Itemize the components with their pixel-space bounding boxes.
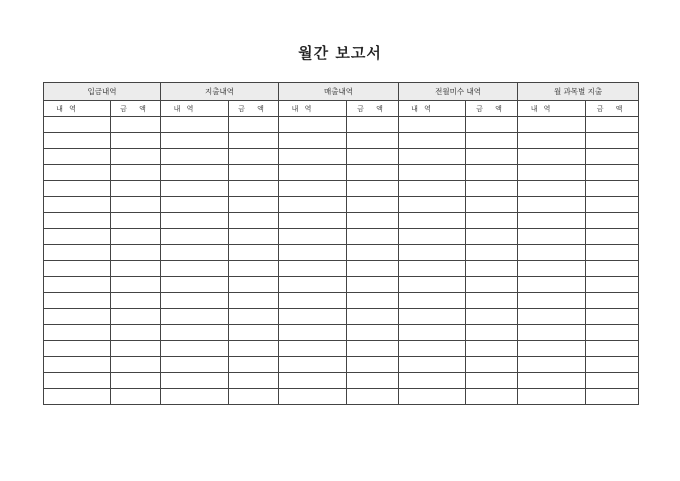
table-row — [44, 133, 639, 149]
amount-cell[interactable] — [586, 389, 639, 405]
name-cell[interactable] — [279, 149, 347, 165]
amount-cell[interactable] — [347, 325, 399, 341]
name-cell[interactable] — [399, 293, 466, 309]
name-cell[interactable] — [44, 309, 111, 325]
name-cell[interactable] — [399, 245, 466, 261]
name-cell[interactable] — [399, 165, 466, 181]
name-cell[interactable] — [279, 181, 347, 197]
amount-cell[interactable] — [586, 293, 639, 309]
name-cell[interactable] — [44, 181, 111, 197]
amount-cell[interactable] — [111, 197, 161, 213]
amount-cell[interactable] — [347, 357, 399, 373]
amount-cell[interactable] — [111, 261, 161, 277]
group-header-sales: 매출내역 — [279, 83, 399, 101]
amount-cell[interactable] — [111, 165, 161, 181]
name-cell[interactable] — [279, 373, 347, 389]
amount-cell[interactable] — [111, 309, 161, 325]
amount-cell[interactable] — [229, 261, 279, 277]
table-row — [44, 245, 639, 261]
name-cell[interactable] — [161, 357, 229, 373]
table-row — [44, 261, 639, 277]
name-cell[interactable] — [44, 245, 111, 261]
name-cell[interactable] — [518, 117, 586, 133]
name-cell[interactable] — [518, 197, 586, 213]
amount-cell[interactable] — [111, 133, 161, 149]
name-cell[interactable] — [279, 117, 347, 133]
sub-header-amount: 금 액 — [229, 101, 279, 117]
amount-cell[interactable] — [586, 213, 639, 229]
amount-cell[interactable] — [229, 213, 279, 229]
amount-cell[interactable] — [347, 181, 399, 197]
name-cell[interactable] — [518, 213, 586, 229]
name-cell[interactable] — [44, 389, 111, 405]
amount-cell[interactable] — [586, 133, 639, 149]
amount-cell[interactable] — [111, 325, 161, 341]
amount-cell[interactable] — [111, 181, 161, 197]
amount-cell[interactable] — [111, 229, 161, 245]
name-cell[interactable] — [161, 293, 229, 309]
amount-cell[interactable] — [586, 341, 639, 357]
name-cell[interactable] — [399, 261, 466, 277]
amount-cell[interactable] — [229, 149, 279, 165]
sub-header-name: 내 역 — [44, 101, 111, 117]
table-row — [44, 229, 639, 245]
name-cell[interactable] — [161, 229, 229, 245]
amount-cell[interactable] — [347, 149, 399, 165]
table-row — [44, 309, 639, 325]
amount-cell[interactable] — [466, 309, 518, 325]
sub-header-amount: 금 액 — [586, 101, 639, 117]
name-cell[interactable] — [44, 357, 111, 373]
amount-cell[interactable] — [586, 165, 639, 181]
amount-cell[interactable] — [586, 357, 639, 373]
name-cell[interactable] — [161, 117, 229, 133]
name-cell[interactable] — [44, 149, 111, 165]
amount-cell[interactable] — [586, 325, 639, 341]
name-cell[interactable] — [161, 197, 229, 213]
amount-cell[interactable] — [466, 149, 518, 165]
name-cell[interactable] — [44, 373, 111, 389]
amount-cell[interactable] — [111, 341, 161, 357]
table-row — [44, 213, 639, 229]
name-cell[interactable] — [518, 357, 586, 373]
amount-cell[interactable] — [466, 341, 518, 357]
name-cell[interactable] — [399, 357, 466, 373]
name-cell[interactable] — [399, 213, 466, 229]
amount-cell[interactable] — [466, 117, 518, 133]
amount-cell[interactable] — [229, 341, 279, 357]
amount-cell[interactable] — [586, 229, 639, 245]
amount-cell[interactable] — [347, 277, 399, 293]
name-cell[interactable] — [399, 277, 466, 293]
name-cell[interactable] — [44, 165, 111, 181]
amount-cell[interactable] — [466, 197, 518, 213]
name-cell[interactable] — [44, 293, 111, 309]
table-row — [44, 357, 639, 373]
amount-cell[interactable] — [111, 389, 161, 405]
amount-cell[interactable] — [229, 197, 279, 213]
amount-cell[interactable] — [229, 293, 279, 309]
amount-cell[interactable] — [586, 373, 639, 389]
name-cell[interactable] — [279, 213, 347, 229]
amount-cell[interactable] — [229, 245, 279, 261]
name-cell[interactable] — [399, 149, 466, 165]
name-cell[interactable] — [518, 261, 586, 277]
group-header-monthly-category-expenses: 월 과목별 지출 — [518, 83, 639, 101]
amount-cell[interactable] — [111, 357, 161, 373]
amount-cell[interactable] — [111, 117, 161, 133]
amount-cell[interactable] — [111, 373, 161, 389]
sub-header-amount: 금 액 — [111, 101, 161, 117]
name-cell[interactable] — [399, 309, 466, 325]
amount-cell[interactable] — [229, 325, 279, 341]
name-cell[interactable] — [518, 293, 586, 309]
name-cell[interactable] — [44, 261, 111, 277]
name-cell[interactable] — [279, 357, 347, 373]
table-row — [44, 389, 639, 405]
amount-cell[interactable] — [347, 165, 399, 181]
group-header-expenses: 지출내역 — [161, 83, 279, 101]
name-cell[interactable] — [518, 309, 586, 325]
amount-cell[interactable] — [229, 181, 279, 197]
table-row — [44, 165, 639, 181]
table-row — [44, 373, 639, 389]
amount-cell[interactable] — [466, 357, 518, 373]
name-cell[interactable] — [518, 245, 586, 261]
name-cell[interactable] — [518, 341, 586, 357]
amount-cell[interactable] — [111, 245, 161, 261]
name-cell[interactable] — [399, 373, 466, 389]
amount-cell[interactable] — [347, 293, 399, 309]
amount-cell[interactable] — [586, 149, 639, 165]
amount-cell[interactable] — [466, 277, 518, 293]
group-header-deposits: 입금내역 — [44, 83, 161, 101]
name-cell[interactable] — [161, 309, 229, 325]
name-cell[interactable] — [518, 165, 586, 181]
amount-cell[interactable] — [586, 197, 639, 213]
table-row — [44, 293, 639, 309]
name-cell[interactable] — [161, 245, 229, 261]
name-cell[interactable] — [161, 389, 229, 405]
name-cell[interactable] — [44, 277, 111, 293]
name-cell[interactable] — [44, 133, 111, 149]
amount-cell[interactable] — [229, 309, 279, 325]
name-cell[interactable] — [279, 261, 347, 277]
name-cell[interactable] — [518, 389, 586, 405]
sub-header-name: 내 역 — [399, 101, 466, 117]
amount-cell[interactable] — [586, 245, 639, 261]
amount-cell[interactable] — [466, 213, 518, 229]
name-cell[interactable] — [279, 245, 347, 261]
amount-cell[interactable] — [347, 373, 399, 389]
table-row — [44, 325, 639, 341]
name-cell[interactable] — [518, 373, 586, 389]
amount-cell[interactable] — [229, 117, 279, 133]
name-cell[interactable] — [399, 117, 466, 133]
amount-cell[interactable] — [347, 261, 399, 277]
name-cell[interactable] — [161, 181, 229, 197]
table-row — [44, 277, 639, 293]
amount-cell[interactable] — [229, 277, 279, 293]
name-cell[interactable] — [279, 389, 347, 405]
amount-cell[interactable] — [466, 133, 518, 149]
monthly-report-table — [43, 82, 639, 405]
name-cell[interactable] — [161, 165, 229, 181]
name-cell[interactable] — [518, 181, 586, 197]
amount-cell[interactable] — [229, 229, 279, 245]
name-cell[interactable] — [161, 277, 229, 293]
name-cell[interactable] — [518, 229, 586, 245]
name-cell[interactable] — [161, 373, 229, 389]
name-cell[interactable] — [399, 133, 466, 149]
name-cell[interactable] — [44, 117, 111, 133]
amount-cell[interactable] — [347, 245, 399, 261]
name-cell[interactable] — [161, 149, 229, 165]
name-cell[interactable] — [44, 229, 111, 245]
name-cell[interactable] — [399, 341, 466, 357]
name-cell[interactable] — [279, 325, 347, 341]
amount-cell[interactable] — [347, 341, 399, 357]
name-cell[interactable] — [518, 277, 586, 293]
name-cell[interactable] — [161, 325, 229, 341]
table-row — [44, 341, 639, 357]
name-cell[interactable] — [279, 277, 347, 293]
amount-cell[interactable] — [229, 165, 279, 181]
amount-cell[interactable] — [466, 245, 518, 261]
amount-cell[interactable] — [586, 117, 639, 133]
amount-cell[interactable] — [111, 149, 161, 165]
sub-header-name: 내 역 — [161, 101, 229, 117]
name-cell[interactable] — [279, 309, 347, 325]
amount-cell[interactable] — [466, 293, 518, 309]
amount-cell[interactable] — [229, 133, 279, 149]
amount-cell[interactable] — [347, 309, 399, 325]
amount-cell[interactable] — [586, 261, 639, 277]
name-cell[interactable] — [518, 133, 586, 149]
amount-cell[interactable] — [229, 373, 279, 389]
amount-cell[interactable] — [347, 389, 399, 405]
group-header-prev-receivables: 전월미수 내역 — [399, 83, 518, 101]
name-cell[interactable] — [399, 229, 466, 245]
name-cell[interactable] — [279, 133, 347, 149]
name-cell[interactable] — [44, 197, 111, 213]
name-cell[interactable] — [279, 165, 347, 181]
amount-cell[interactable] — [466, 389, 518, 405]
name-cell[interactable] — [399, 389, 466, 405]
amount-cell[interactable] — [466, 325, 518, 341]
name-cell[interactable] — [44, 213, 111, 229]
amount-cell[interactable] — [586, 309, 639, 325]
amount-cell[interactable] — [347, 213, 399, 229]
amount-cell[interactable] — [466, 261, 518, 277]
amount-cell[interactable] — [347, 133, 399, 149]
name-cell[interactable] — [399, 181, 466, 197]
name-cell[interactable] — [161, 133, 229, 149]
amount-cell[interactable] — [466, 229, 518, 245]
sub-header-name: 내 역 — [279, 101, 347, 117]
amount-cell[interactable] — [586, 277, 639, 293]
table-row — [44, 117, 639, 133]
name-cell[interactable] — [399, 325, 466, 341]
table-body — [44, 117, 639, 405]
amount-cell[interactable] — [466, 373, 518, 389]
group-header-row — [44, 83, 639, 101]
table-row — [44, 149, 639, 165]
name-cell[interactable] — [279, 293, 347, 309]
sub-header-row — [44, 101, 639, 117]
amount-cell[interactable] — [347, 117, 399, 133]
name-cell[interactable] — [161, 261, 229, 277]
amount-cell[interactable] — [111, 277, 161, 293]
amount-cell[interactable] — [347, 197, 399, 213]
table-row — [44, 197, 639, 213]
sub-header-amount: 금 액 — [466, 101, 518, 117]
table-row — [44, 181, 639, 197]
name-cell[interactable] — [161, 341, 229, 357]
amount-cell[interactable] — [586, 181, 639, 197]
amount-cell[interactable] — [229, 357, 279, 373]
name-cell[interactable] — [518, 149, 586, 165]
name-cell[interactable] — [161, 213, 229, 229]
amount-cell[interactable] — [111, 213, 161, 229]
sub-header-amount: 금 액 — [347, 101, 399, 117]
name-cell[interactable] — [44, 341, 111, 357]
name-cell[interactable] — [518, 325, 586, 341]
amount-cell[interactable] — [347, 229, 399, 245]
amount-cell[interactable] — [111, 293, 161, 309]
amount-cell[interactable] — [229, 389, 279, 405]
page-title: 월간 보고서 — [298, 44, 382, 62]
name-cell[interactable] — [279, 229, 347, 245]
amount-cell[interactable] — [466, 165, 518, 181]
name-cell[interactable] — [279, 341, 347, 357]
sub-header-name: 내 역 — [518, 101, 586, 117]
amount-cell[interactable] — [466, 181, 518, 197]
name-cell[interactable] — [279, 197, 347, 213]
name-cell[interactable] — [399, 197, 466, 213]
name-cell[interactable] — [44, 325, 111, 341]
